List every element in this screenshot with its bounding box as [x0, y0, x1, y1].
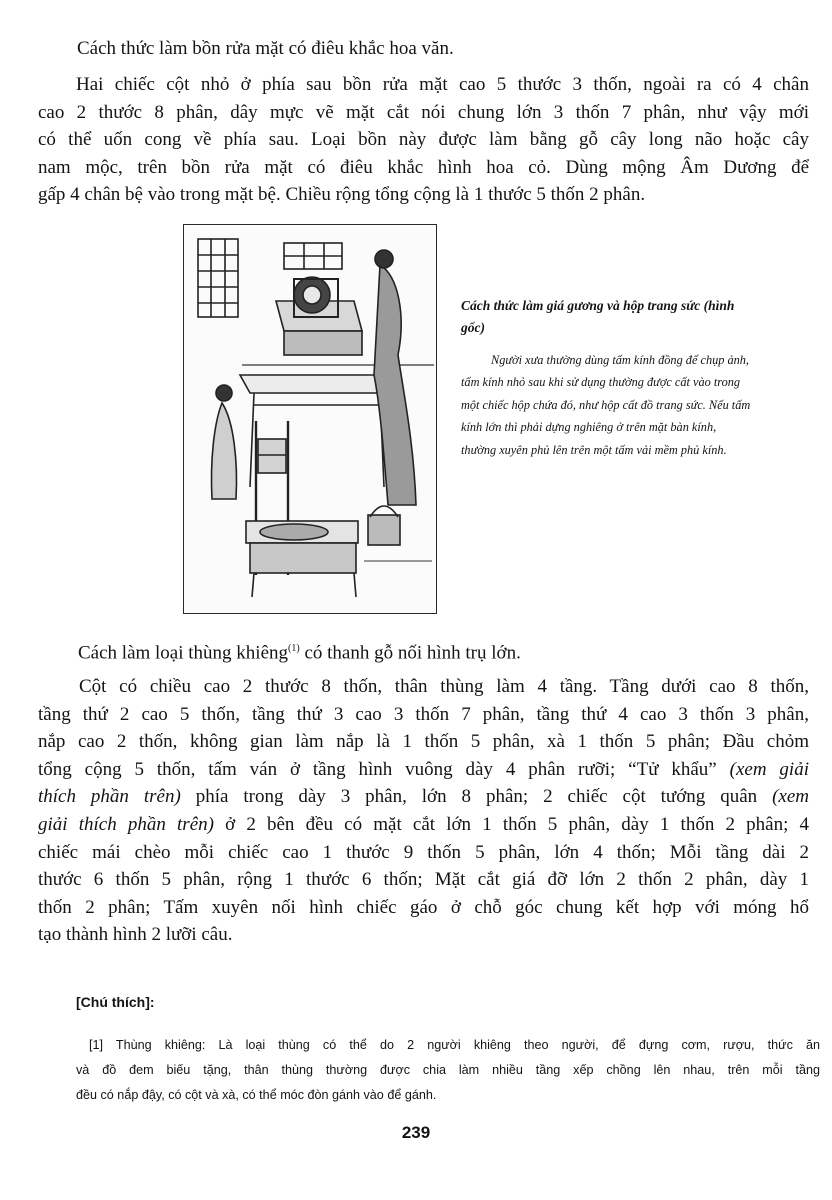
text-line: tầng thứ 2 cao 5 thốn, tầng thứ 3 cao 3 thốn 7 phân, tầng thứ 4 cao 3 thốn 3 phân,: [38, 703, 809, 725]
section-heading-carrying-box: [78, 636, 521, 666]
text-line: thốn 2 phân; Tấm xuyên nối hình chiếc gáo ở chỗ góc chung kết hợp với móng hổ: [38, 896, 809, 918]
notes-heading: [Chú thích]:: [76, 994, 155, 1010]
illustration-mirror-stand: [183, 224, 437, 614]
caption-title: Cách thức làm giá gương và hộp trang sức (hình gốc): [461, 298, 735, 335]
footnote-ref[interactable]: (1): [288, 643, 300, 654]
text-line: nam mộc, trên bồn rửa mặt có điêu khắc hình hoa cỏ. Dùng mộng Âm Dương để: [38, 156, 809, 178]
text-line: [38, 756, 809, 784]
text-line: [38, 783, 809, 811]
text-line: gấp 4 chân bệ vào trong mặt bệ. Chiều rộng tổng cộng là 1 thước 5 thốn 2 phân.: [38, 184, 646, 206]
footnote-line: đều có nắp đậy, có cột và xà, có thể móc đòn gánh vào để gánh.: [76, 1088, 437, 1102]
text-run: ở 2 bên đều có mặt cắt lớn 1 thốn 5 phân, dày 1 thốn 2 phân; 4: [213, 813, 810, 835]
text-run: tổng cộng 5 thốn, tấm ván ở tầng hình vuông dày 4 phân rưỡi; “Tử khẩu”: [38, 758, 730, 780]
footnote-line: [1] Thùng khiêng: Là loại thùng có thể do 2 người khiêng theo người, để đựng cơm, rượu, thức ăn: [89, 1038, 820, 1052]
footnote-line: và đồ đem biếu tặng, thân thùng thường được chia làm nhiều tầng xếp chồng lên nhau, trên mỗi tầng: [76, 1063, 820, 1077]
italic-run: (xem giải: [729, 758, 809, 780]
heading-text: Cách làm loại thùng khiêng: [78, 642, 289, 664]
text-line: tạo thành hình 2 lưỡi câu.: [38, 924, 233, 946]
italic-run: (xem: [772, 786, 809, 808]
paragraph-carrying-box: [38, 673, 809, 949]
text-line: thước 6 thốn 5 phân, rộng 1 thước 6 thốn; Mặt cắt giá đỡ lớn 2 thốn 2 phân, dày 1: [38, 869, 809, 891]
heading-text: có thanh gỗ nối hình trụ lớn.: [299, 642, 521, 664]
text-line: Hai chiếc cột nhỏ ở phía sau bồn rửa mặt cao 5 thước 3 thốn, ngoài ra có 4 chân: [76, 74, 809, 95]
section-heading-basin: Cách thức làm bồn rửa mặt có điêu khắc hoa văn.: [77, 38, 454, 59]
text-line: chiếc mái chèo mỗi chiếc cao 1 thước 9 thốn 5 phân, lớn 4 thốn; Mỗi tầng dài 2: [38, 841, 809, 863]
text-run: phía trong dày 3 phân, lớn 8 phân; 2 chiếc cột tướng quân: [180, 786, 773, 808]
text-line: Cột có chiều cao 2 thước 8 thốn, thân thùng làm 4 tầng. Tầng dưới cao 8 thốn,: [79, 676, 809, 697]
figure-caption: [461, 295, 751, 461]
italic-run: giải thích phần trên): [38, 813, 214, 835]
text-line: có thể uốn cong về phía sau. Loại bồn này được làm bằng gỗ cây long não hoặc cây: [38, 129, 809, 151]
footnote-1: [76, 1033, 820, 1108]
text-line: cao 2 thước 8 phân, dây mực vẽ mặt cắt nói chung lớn 3 thốn 7 phân, như vậy mới: [38, 101, 809, 123]
paragraph-basin: [38, 71, 809, 209]
italic-run: thích phần trên): [38, 786, 181, 808]
page-number: 239: [401, 1123, 431, 1142]
woodcut-illustration: [184, 225, 436, 613]
text-line: nắp cao 2 thốn, không gian làm nắp là 1 thốn 5 phân, xà 1 thốn 5 phân; Đầu chỏm: [38, 731, 809, 753]
text-line: [38, 811, 809, 839]
caption-body: Người xưa thường dùng tấm kính đồng để chụp ảnh, tấm kính nhỏ sau khi sử dụng thường được cất vào trong một chiếc hộp chứa đó, như hộp cất đồ trang sức. Nếu tấm kính lớn thì phải dựng nghiêng ở trên mặt bàn kính, thường xuyên phủ lên trên một tấm vải mềm phủ kính.: [461, 353, 751, 457]
